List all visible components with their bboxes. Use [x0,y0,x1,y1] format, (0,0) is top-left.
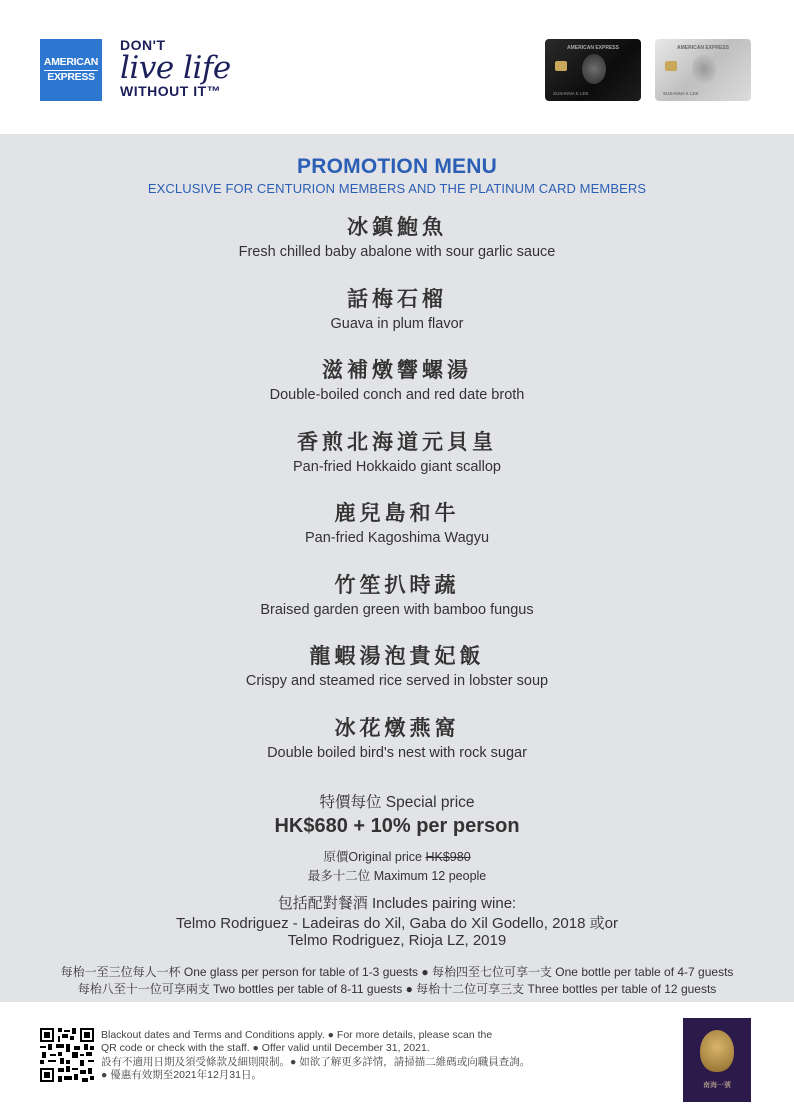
american-express-logo [40,39,102,101]
card-chip-icon [555,61,567,71]
dish-name-chinese: 龍蝦湯泡貴妃飯 [309,644,485,668]
price: HK$680 + 10% per person [274,815,520,837]
ship-emblem-icon [700,1030,734,1072]
fine-print-line: QR code or check with the staff. ● Offer valid until December 31, 2021. [101,1042,430,1055]
wine-option-1: Telmo Rodriguez - Ladeiras do Xil, Gaba do Xil Godello, 2018 或or [176,915,618,932]
fine-print-line: ● 優惠有效期至2021年12月31日。 [101,1068,262,1081]
dish-name-chinese: 香煎北海道元貝皇 [297,430,497,454]
card-brand: AMERICAN EXPRESS [567,45,619,51]
original-price-value: HK$980 [425,850,471,864]
dish-name-english: Pan-fried Hokkaido giant scallop [293,459,501,475]
dish-name-chinese: 冰鎮鮑魚 [347,215,447,239]
max-people: 最多十二位 Maximum 12 people [307,869,487,883]
centurion-card-image [545,39,641,101]
dish-name-chinese: 鹿兒島和牛 [334,501,460,525]
dish-item [0,499,794,548]
tagline [120,38,231,99]
dish-item [0,213,794,262]
wine-rules-line2: 每枱八至十一位可享兩支 Two bottles per table of 8-11 guests ● 每枱十二位可享三支 Three bottles per table of 12 guests [77,982,717,996]
original-price-label: 原價Original price [323,850,426,864]
amex-logo-line1: AMERICAN [44,56,98,71]
wine-heading: 包括配對餐酒 Includes pairing wine: [277,895,517,912]
dish-name-chinese: 竹笙扒時蔬 [334,573,460,597]
card-holder: SUSANNA K LEE [663,91,699,96]
dish-item [0,642,794,691]
dish-item [0,356,794,405]
dish-name-english: Double boiled bird's nest with rock sugar [267,745,527,761]
dish-name-english: Guava in plum flavor [330,316,464,332]
tagline-middle: live life [120,50,231,86]
dish-item [0,571,794,620]
tagline-top: DON'T [120,37,166,53]
dish-name-english: Fresh chilled baby abalone with sour garlic sauce [238,244,556,260]
menu-title: PROMOTION MENU [297,155,497,178]
dish-name-chinese: 冰花燉燕窩 [334,716,460,740]
menu-subtitle: EXCLUSIVE FOR CENTURION MEMBERS AND THE PLATINUM CARD MEMBERS [147,181,647,196]
tagline-bottom: WITHOUT IT™ [120,83,222,99]
card-chip-icon [665,61,677,71]
fine-print [101,1029,530,1082]
fine-print-line: Blackout dates and Terms and Conditions apply. ● For more details, please scan the [101,1029,493,1041]
header [0,0,794,134]
dish-item [0,285,794,334]
dish-item [0,428,794,477]
card-brand: AMERICAN EXPRESS [677,45,729,51]
qr-code[interactable] [40,1028,94,1082]
fine-print-line: 設有不適用日期及須受條款及細則限制。● 如欲了解更多詳情，請掃描二維碼或向職員查詢。 [101,1055,531,1068]
original-price [0,847,794,865]
dish-item [0,714,794,763]
dish-name-chinese: 滋補燉響螺湯 [322,358,472,382]
dish-name-english: Braised garden green with bamboo fungus [260,602,534,618]
special-price-label: 特價每位 Special price [319,794,475,811]
card-holder: SUSANNA K LEE [553,91,589,96]
centurion-portrait-icon [692,54,716,84]
wine-rules-line1: 每枱一至三位每人一杯 One glass per person for table of 1-3 guests ● 每枱四至七位可享一支 One bottle per table of 4-7 guests [60,965,734,979]
dish-name-chinese: 話梅石榴 [347,287,447,311]
centurion-portrait-icon [582,54,606,84]
dish-name-english: Crispy and steamed rice served in lobster soup [245,673,549,689]
hotel-logo [683,1018,751,1102]
hotel-name: 南海一號 [703,1081,731,1089]
wine-option-2: Telmo Rodriguez, Rioja LZ, 2019 [287,932,507,949]
amex-logo-line2: EXPRESS [47,71,95,83]
dish-name-english: Double-boiled conch and red date broth [269,387,525,403]
dish-name-english: Pan-fried Kagoshima Wagyu [304,530,490,546]
platinum-card-image [655,39,751,101]
